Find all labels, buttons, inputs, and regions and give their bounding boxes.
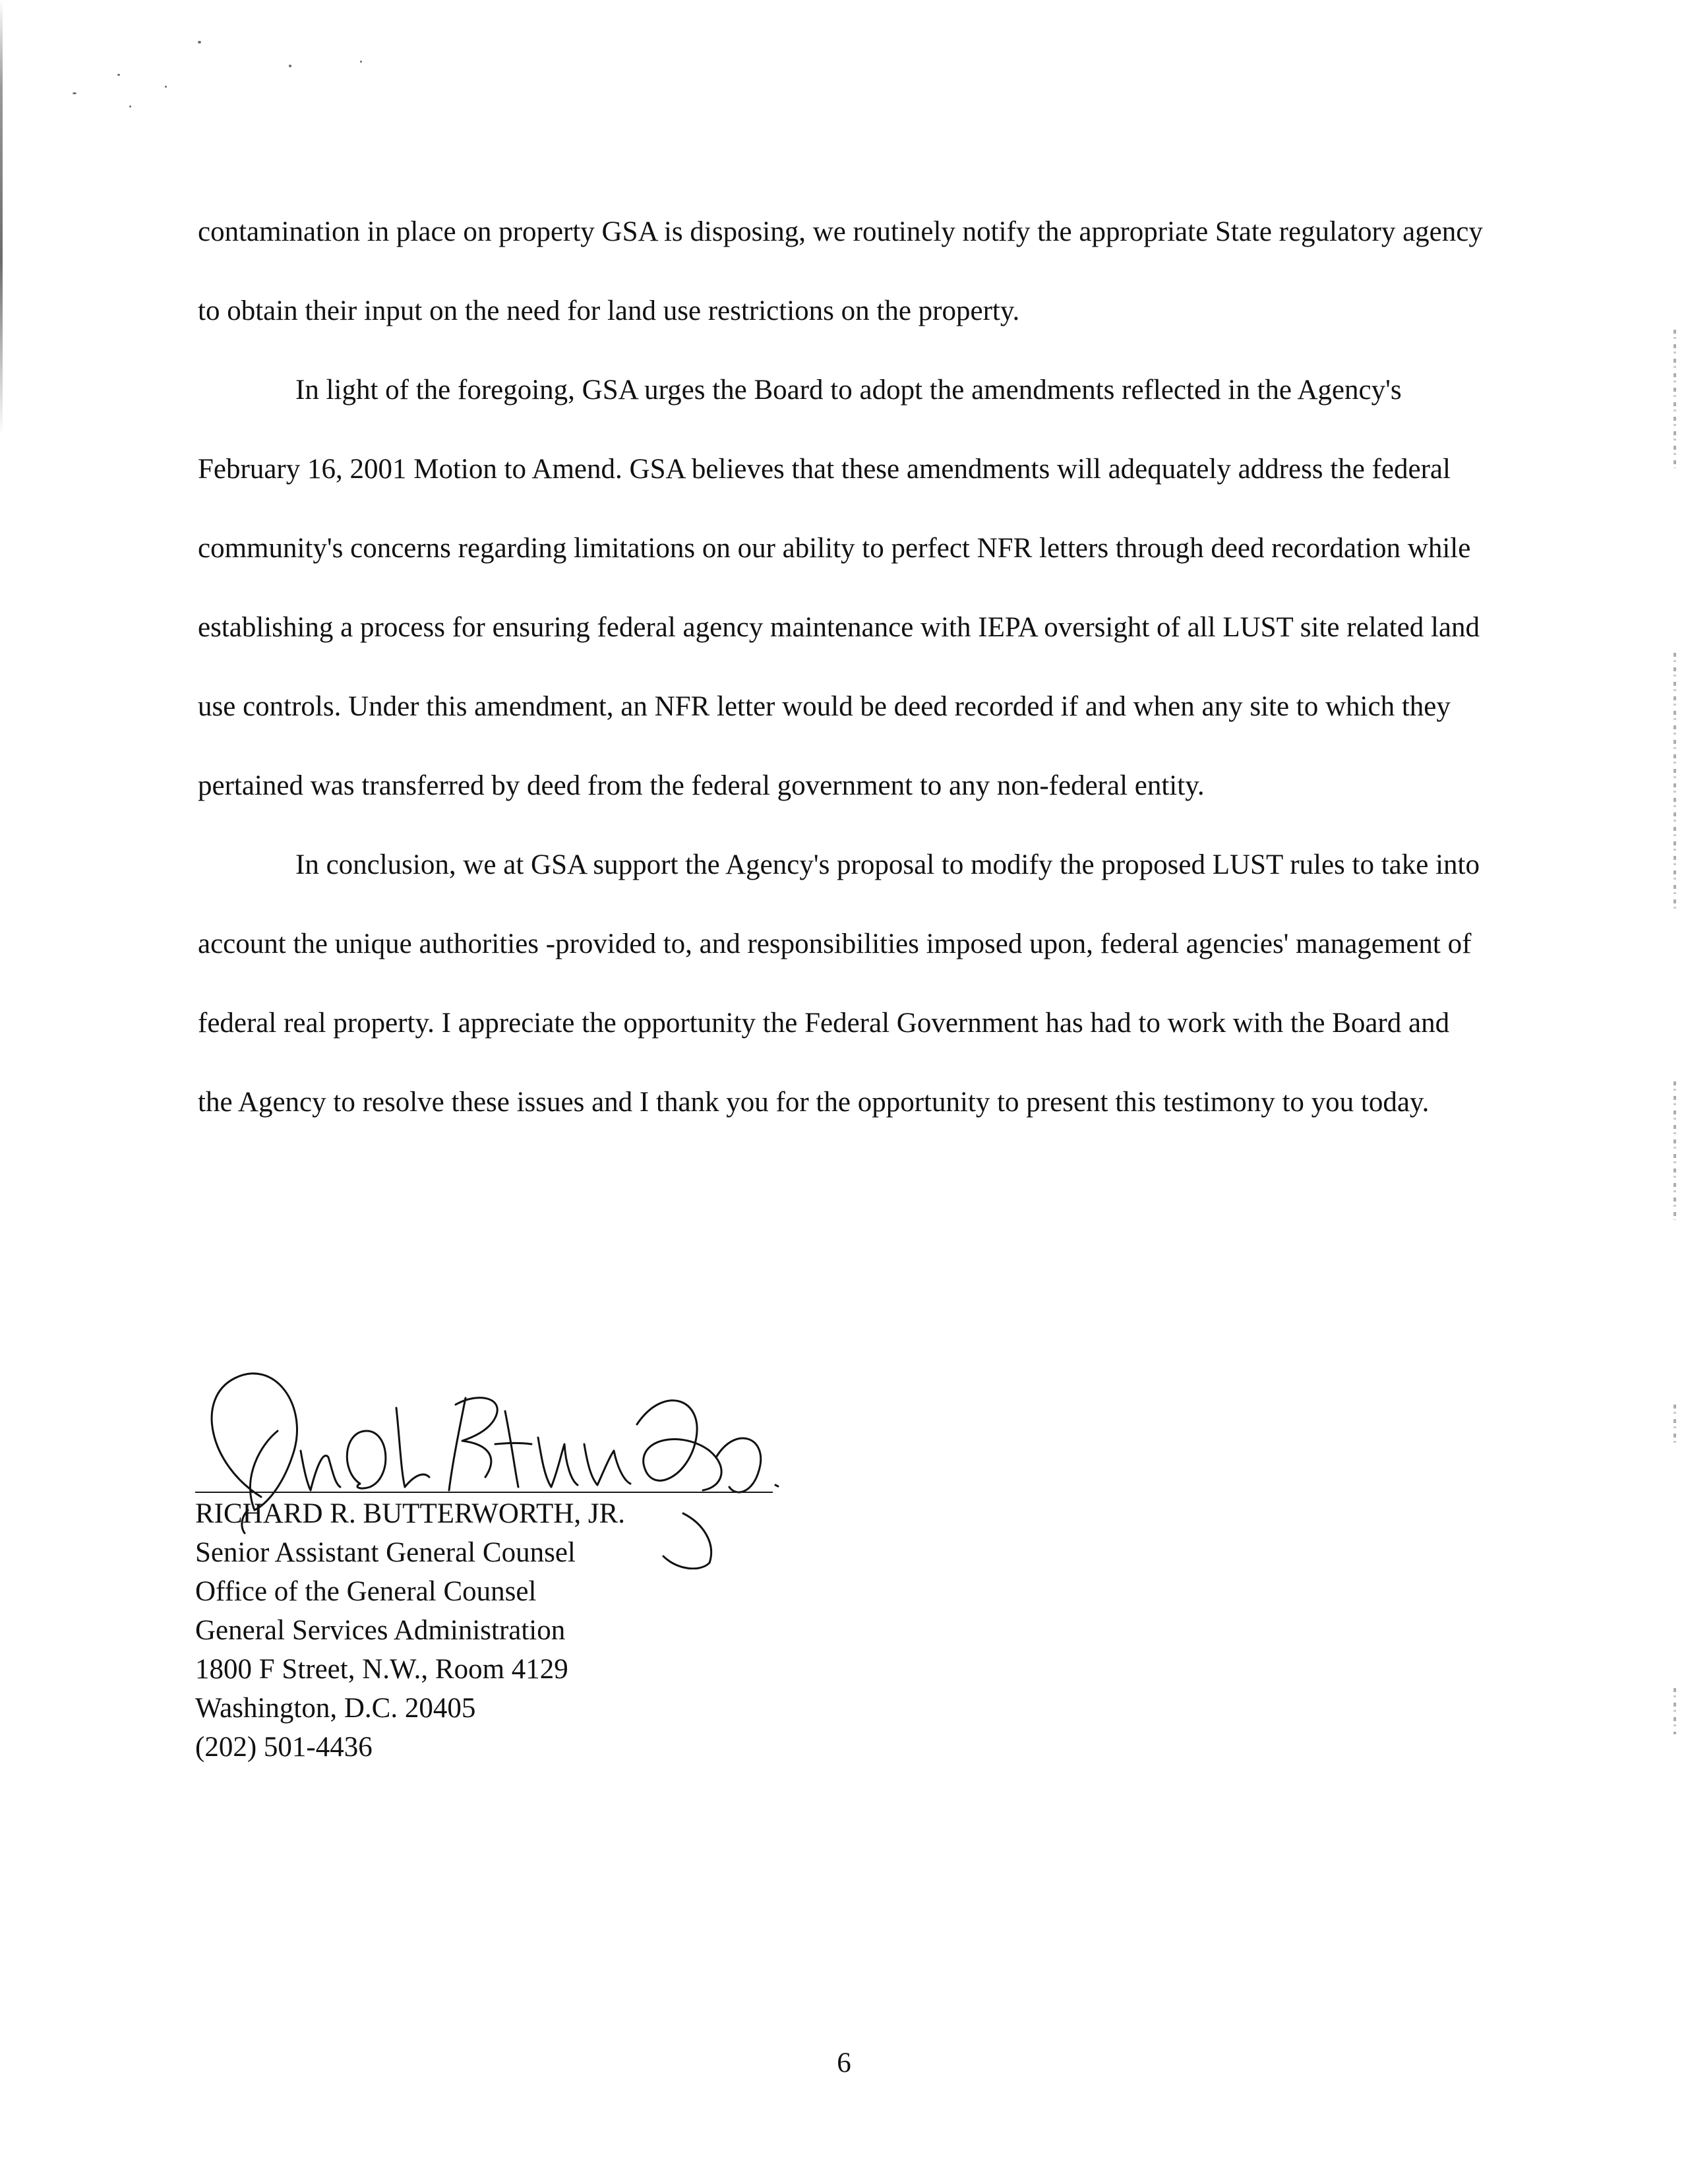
- scan-margin-noise: [1673, 1405, 1676, 1444]
- scan-speck: [198, 41, 201, 44]
- scan-speck: [73, 92, 76, 94]
- scan-speck: [129, 106, 131, 107]
- scan-speck: [117, 74, 120, 76]
- scan-margin-noise: [1673, 653, 1676, 910]
- scan-speck: [289, 65, 291, 67]
- scan-margin-noise: [1673, 1688, 1676, 1734]
- body-text: [198, 193, 1490, 1142]
- scan-margin-noise: [1673, 1081, 1676, 1220]
- signature-block: [195, 1345, 789, 1767]
- signatory-title: Senior Assistant General Counsel: [195, 1537, 576, 1568]
- signatory-city: Washington, D.C. 20405: [195, 1693, 476, 1724]
- signatory-phone: (202) 501-4436: [195, 1732, 373, 1763]
- scan-speck: [360, 61, 362, 63]
- signatory-name: RICHARD R. BUTTERWORTH, JR.: [195, 1498, 626, 1529]
- signature-line: [195, 1492, 773, 1493]
- scan-speck: [165, 86, 167, 88]
- paragraph-conclusion: In conclusion, we at GSA support the Agency's proposal to modify the proposed LUST rules to take into account the unique authorities -provided to, and responsibilities imposed upon, federal agencies' management of federal real property. I appreciate the opportunity the Federal Government has had to work with the Board and the Agency to resolve these issues and I thank you for the opportunity to present this testimony to you today.: [198, 849, 1480, 1118]
- paragraph-amendments: In light of the foregoing, GSA urges the Board to adopt the amendments reflected in the Agency's February 16, 2001 Motion to Amend. GSA believes that these amendments will adequately address the federal community's concerns regarding limitations on our ability to perfect NFR letters through deed recordation while establishing a process for ensuring federal agency maintenance with IEPA oversight of all LUST site related land use controls. Under this amendment, an NFR letter would be deed recorded if and when any site to which they pertained was transferred by deed from the federal government to any non-federal entity.: [198, 375, 1480, 801]
- signatory-agency: General Services Administration: [195, 1615, 566, 1646]
- page-number: 6: [837, 2048, 851, 2078]
- scan-margin-noise: [1673, 330, 1676, 468]
- signatory-office: Office of the General Counsel: [195, 1576, 537, 1607]
- paragraph-contamination: contamination in place on property GSA is disposing, we routinely notify the appropriate State regulatory agency to obtain their input on the need for land use restrictions on the property.: [198, 216, 1483, 326]
- signatory-details: [195, 1494, 625, 1767]
- scan-edge-artifact: [0, 0, 3, 435]
- signatory-street-address: 1800 F Street, N.W., Room 4129: [195, 1654, 568, 1685]
